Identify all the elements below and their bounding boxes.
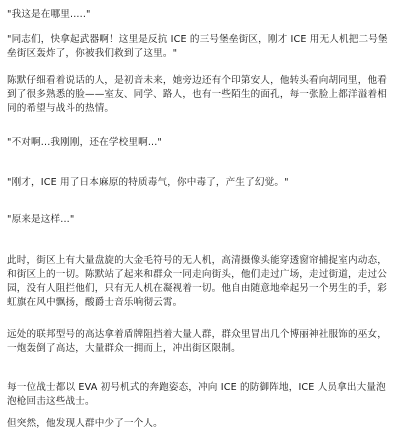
dialogue-line: "我这是在哪里....." [7, 9, 91, 20]
narrative-paragraph: 陈默仔细看着说话的人，是初音未来，她旁边还有个印第安人，他转头看向胡同里，他看到了很多熟悉的脸——室友、同学、路人，也有一些陌生的面孔，每一张脸上都洋溢着相同的希望与战斗的热情。 [7, 75, 388, 114]
narrative-paragraph: 每一位战士都以 EVA 初号机式的奔跑姿态，冲向 ICE 的防御阵地，ICE 人员拿出大量泡泡枪回击这些战士。 [7, 382, 386, 407]
dialogue-line: "原来是这样..." [7, 214, 75, 225]
dialogue-line: "刚才，ICE 用了日本麻原的特质毒气，你中毒了，产生了幻觉。" [7, 177, 289, 188]
dialogue-paragraph: "同志们，快拿起武器啊！这里是反抗 ICE 的三号堡垒街区，刚才 ICE 用无人机把二号堡垒街区轰炸了，你被我们救到了这里。" [7, 34, 388, 59]
narrative-paragraph: 此时，街区上有大量盘旋的大金毛符号的无人机，高清摄像头能穿透窗帘捕捉室内动态，和街区上的一切。陈默站了起来和群众一同走向街头，他们走过广场，走过街道，走过公园，没有人阻拦他们，只有无人机在凝视着一切。他自由随意地牵起另一个男生的手，彩虹旗在风中飘扬，酸爵士音乐响彻云霄。 [7, 255, 388, 308]
dialogue-line: "不对啊...我刚刚，还在学校里啊..." [7, 137, 162, 148]
closing-line: 但突然，他发现人群中少了一个人。 [7, 418, 163, 429]
narrative-paragraph: 远处的联邦型号的高达拿着盾牌阻挡着大量人群，群众里冒出几个博丽神社服饰的巫女，一炮轰倒了高达，大量群众一拥而上，冲出街区限制。 [7, 329, 388, 354]
